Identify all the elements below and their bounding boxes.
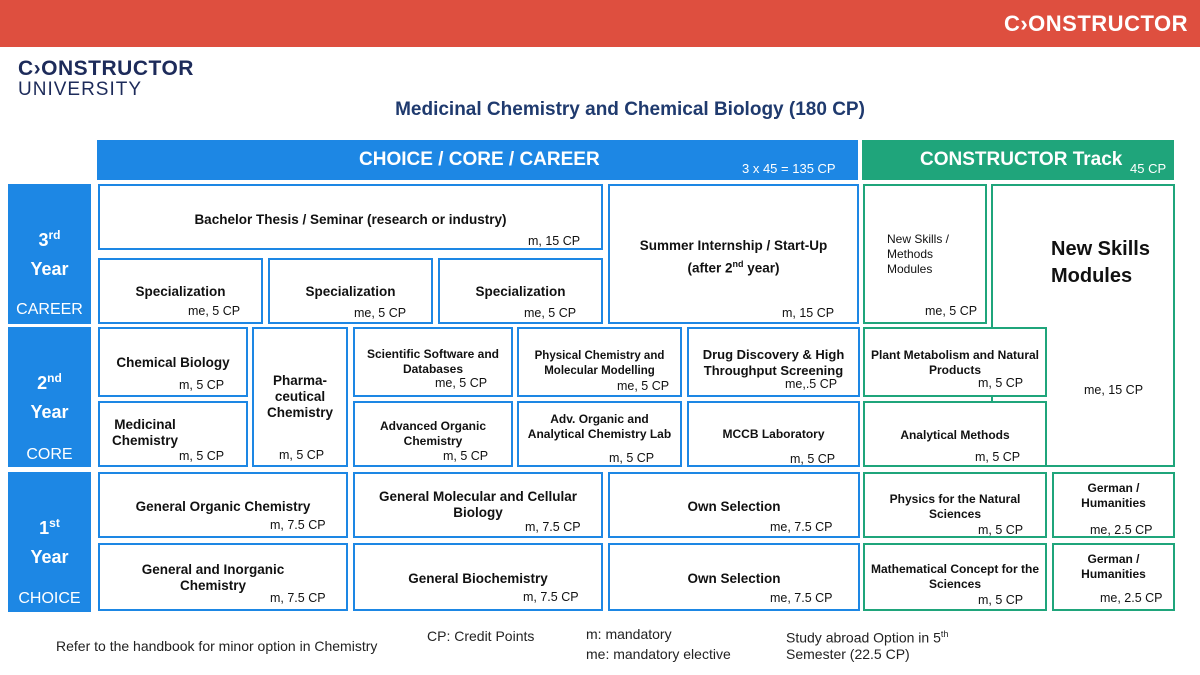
module-title: German / Humanities — [1081, 552, 1146, 581]
header-sub: 3 x 45 = 135 CP — [742, 161, 836, 176]
module-title: Specialization — [135, 284, 226, 299]
year-tag: CORE — [26, 446, 73, 463]
module-pharmaceutical-chemistry — [252, 327, 348, 467]
year-sup: st — [49, 516, 60, 530]
module-general-organic-chemistry — [98, 472, 348, 538]
module-chemical-biology — [98, 327, 248, 397]
footer-cp-definition: CP: Credit Points — [427, 628, 535, 644]
module-cp: m, 5 CP — [609, 451, 655, 465]
module-adv-organic-lab — [517, 401, 682, 467]
university-logo-sub: UNIVERSITY — [18, 79, 143, 100]
year-2-label — [8, 327, 91, 467]
module-title: Drug Discovery & High Throughput Screening — [702, 347, 845, 378]
module-title: Summer Internship / Start-Up — [639, 238, 828, 253]
page-title: Medicinal Chemistry and Chemical Biology (180 CP) — [395, 99, 865, 120]
footer-m-definition: m: mandatory — [586, 626, 672, 642]
module-cp: m, 5 CP — [978, 376, 1024, 390]
year-1-label — [8, 472, 91, 612]
module-advanced-organic-chemistry — [353, 401, 513, 467]
module-specialization-3 — [438, 258, 603, 324]
module-cp: me, 5 CP — [354, 306, 407, 320]
module-cp: m, 5 CP — [978, 593, 1024, 607]
module-general-biochemistry — [353, 543, 603, 611]
module-cp: me, 5 CP — [617, 379, 670, 393]
module-cp: m, 5 CP — [179, 378, 225, 392]
footer-study-abroad-line2: Semester (22.5 CP) — [786, 646, 910, 662]
module-bachelor-thesis — [98, 184, 603, 250]
module-cp: me,.5 CP — [785, 377, 838, 391]
year-3-label — [8, 184, 91, 324]
module-cp: me, 7.5 CP — [770, 591, 833, 605]
year-word: Year — [30, 547, 69, 567]
year-num: 2 — [37, 373, 48, 393]
module-cp: me, 5 CP — [188, 304, 241, 318]
module-physical-chemistry — [517, 327, 682, 397]
module-title: Medicinal Chemistry — [111, 417, 179, 448]
module-title: Scientific Software and Databases — [366, 347, 500, 376]
module-title: Plant Metabolism and Natural Products — [870, 348, 1040, 377]
module-cp: m, 5 CP — [978, 523, 1024, 537]
module-analytical-methods — [863, 401, 1047, 467]
header-choice-core-career — [97, 140, 858, 180]
header-label: CONSTRUCTOR Track — [920, 149, 1123, 170]
module-title: Specialization — [305, 284, 396, 299]
year-tag: CHOICE — [18, 590, 81, 607]
module-own-selection-2 — [608, 543, 860, 611]
year-word: Year — [30, 259, 69, 279]
module-title: New Skills Modules — [1051, 238, 1150, 287]
module-title: German / Humanities — [1081, 481, 1146, 510]
module-title: Adv. Organic and Analytical Chemistry Lab — [527, 412, 672, 441]
year-sup: rd — [48, 228, 61, 242]
module-cp: m, 5 CP — [179, 449, 225, 463]
module-cp: me, 5 CP — [925, 304, 978, 318]
module-title: Own Selection — [687, 499, 781, 514]
module-title: Pharma-ceutical Chemistry — [266, 373, 334, 420]
module-cp: m, 5 CP — [975, 450, 1021, 464]
module-summer-internship — [608, 184, 859, 324]
module-cp: m, 7.5 CP — [270, 591, 326, 605]
module-title: Own Selection — [687, 571, 781, 586]
module-cp: me, 7.5 CP — [770, 520, 833, 534]
module-general-molecular-biology — [353, 472, 603, 538]
module-cp: m, 7.5 CP — [525, 520, 581, 534]
module-cp: me, 2.5 CP — [1100, 591, 1163, 605]
module-mccb-laboratory — [687, 401, 860, 467]
module-cp: m, 5 CP — [443, 449, 489, 463]
header-label: CHOICE / CORE / CAREER — [359, 149, 600, 170]
year-num: 3 — [38, 230, 49, 250]
year-word: Year — [30, 402, 69, 422]
module-medicinal-chemistry — [98, 401, 248, 467]
module-title: General and Inorganic Chemistry — [141, 562, 285, 593]
module-title: General Molecular and Cellular Biology — [378, 489, 578, 520]
module-title: Specialization — [475, 284, 566, 299]
header-sub: 45 CP — [1130, 161, 1167, 176]
module-cp: m, 15 CP — [782, 306, 835, 320]
module-cp: m, 7.5 CP — [523, 590, 579, 604]
university-logo: C›ONSTRUCTOR — [18, 57, 194, 80]
footer-study-abroad: Study abroad Option in 5th — [786, 629, 949, 646]
module-cp: me, 15 CP — [1084, 383, 1144, 397]
year-sup: nd — [47, 371, 62, 385]
year-tag: CAREER — [16, 301, 83, 318]
module-specialization-1 — [98, 258, 263, 324]
module-title: General Organic Chemistry — [135, 499, 311, 514]
top-logo: C›ONSTRUCTOR — [1003, 11, 1188, 36]
module-german-humanities-2 — [1052, 543, 1175, 611]
module-title: Physical Chemistry and Molecular Modelling — [534, 350, 665, 377]
module-cp: m, 7.5 CP — [270, 518, 326, 532]
module-plant-metabolism — [863, 327, 1047, 397]
module-title: Advanced Organic Chemistry — [379, 419, 487, 448]
module-cp: me, 5 CP — [435, 376, 488, 390]
year-num: 1 — [39, 518, 50, 538]
module-new-skills-methods — [863, 184, 987, 324]
module-title: Mathematical Concept for the Sciences — [870, 562, 1040, 591]
module-general-inorganic-chemistry — [98, 543, 348, 611]
module-german-humanities-1 — [1052, 472, 1175, 538]
footer-me-definition: me: mandatory elective — [586, 646, 731, 662]
module-cp: m, 15 CP — [528, 234, 581, 248]
header-constructor-track — [862, 140, 1174, 180]
module-specialization-2 — [268, 258, 433, 324]
module-cp: m, 5 CP — [790, 452, 836, 466]
module-physics — [863, 472, 1047, 538]
module-cp: me, 5 CP — [524, 306, 577, 320]
module-title: Bachelor Thesis / Seminar (research or industry) — [194, 212, 507, 227]
module-title: MCCB Laboratory — [722, 427, 825, 441]
top-bar — [0, 0, 1200, 47]
module-title: New Skills / Methods Modules — [887, 232, 950, 276]
module-title-line2: (after 2nd year) — [687, 259, 780, 276]
module-scientific-software — [353, 327, 513, 397]
module-title: Chemical Biology — [116, 355, 230, 370]
module-drug-discovery — [687, 327, 860, 397]
module-title: Physics for the Natural Sciences — [889, 492, 1021, 521]
module-own-selection-1 — [608, 472, 860, 538]
footer-handbook-note: Refer to the handbook for minor option in Chemistry — [56, 638, 378, 654]
module-title: Analytical Methods — [900, 428, 1010, 442]
module-title: General Biochemistry — [408, 571, 548, 586]
module-mathematical-concept — [863, 543, 1047, 611]
module-cp: me, 2.5 CP — [1090, 523, 1153, 537]
module-cp: m, 5 CP — [279, 448, 325, 462]
